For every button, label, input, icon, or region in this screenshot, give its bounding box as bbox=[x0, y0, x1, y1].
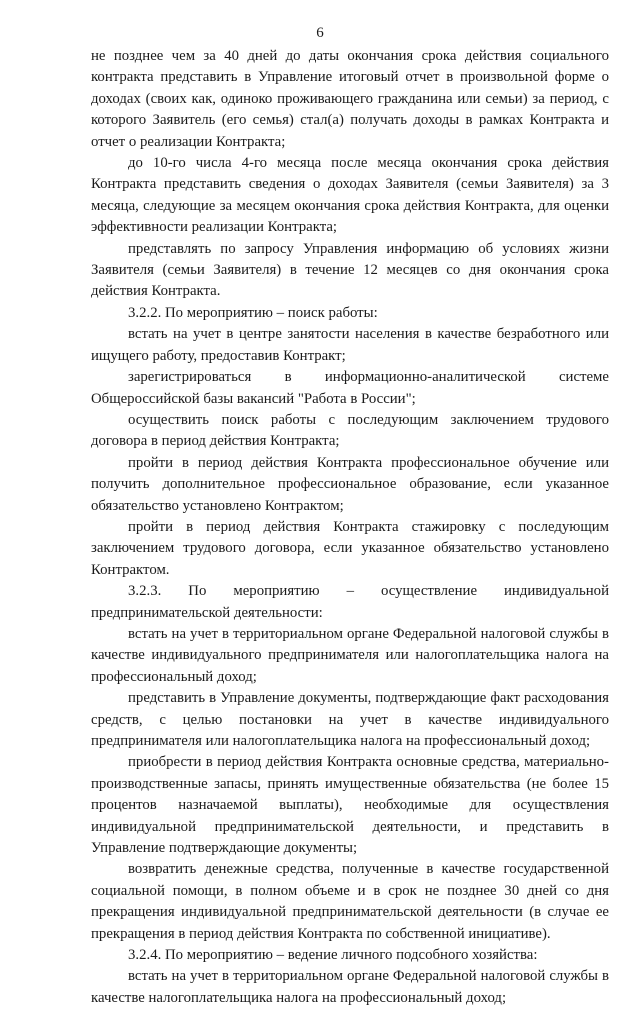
document-body bbox=[91, 46, 609, 1009]
paragraph: представить в Управление документы, подтверждающие факт расходования средств, с целью постановки на учет в качестве индивидуального предпринимателя или налогоплательщика налога на профессиональный доход; bbox=[91, 690, 609, 749]
paragraph: встать на учет в территориальном органе Федеральной налоговой службы в качестве индивидуального предпринимателя или налогоплательщика налога на профессиональный доход; bbox=[91, 625, 609, 685]
paragraph: до 10-го числа 4-го месяца после месяца окончания срока действия Контракта представить сведения о доходах Заявителя (семьи Заявителя) за 3 месяца, следующие за месяцем окончания срока действия Контракта, для оценки эффективности реализации Контракта; bbox=[91, 155, 609, 236]
paragraph: пройти в период действия Контракта стажировку с последующим заключением трудового договора, если указанное обязательство установлено Контрактом. bbox=[91, 518, 609, 578]
paragraph: возвратить денежные средства, полученные в качестве государственной социальной помощи, в полном объеме и в срок не позднее 30 дней со дня прекращения индивидуальной предпринимательской деятельности (в случае ее прекращения в период действия Контракта по собственной инициативе). bbox=[91, 861, 609, 942]
paragraph: встать на учет в центре занятости населения в качестве безработного или ищущего работу, предоставив Контракт; bbox=[91, 326, 609, 364]
paragraph: пройти в период действия Контракта профессиональное обучение или получить дополнительное профессиональное образование, если указанное обязательство установлено Контрактом; bbox=[91, 454, 609, 514]
section-heading: 3.2.2. По мероприятию – поиск работы: bbox=[128, 304, 378, 321]
paragraph: зарегистрироваться в информационно-аналитической системе Общероссийской базы вакансий "Работа в России"; bbox=[91, 369, 609, 407]
paragraph: осуществить поиск работы с последующим заключением трудового договора в период действия Контракта; bbox=[91, 411, 609, 450]
page-number: 6 bbox=[316, 25, 324, 41]
paragraph: представлять по запросу Управления информацию об условиях жизни Заявителя (семьи Заявителя) в течение 12 месяцев со дня окончания срока действия Контракта. bbox=[91, 240, 609, 300]
paragraph: встать на учет в территориальном органе Федеральной налоговой службы в качестве налогоплательщика налога на профессиональный доход; bbox=[91, 968, 609, 1006]
paragraph: приобрести в период действия Контракта основные средства, материально-производственные запасы, принять имущественные обязательства (не более 15 процентов назначаемой выплаты), необходимые для осуществления индивидуальной предпринимательской деятельности, и представить в Управление подтверждающие документы; bbox=[91, 754, 609, 857]
section-heading: 3.2.3. По мероприятию – осуществление индивидуальной предпринимательской деятельности: bbox=[91, 583, 609, 621]
paragraph: не позднее чем за 40 дней до даты окончания срока действия социального контракта представить в Управление итоговый отчет в произвольной форме о доходах (своих как, одиноко проживающего гражданина или семьи) за период, с которого Заявитель (его семья) стал(а) получать доходы в рамках Контракта и отчет о реализации Контракта; bbox=[91, 48, 609, 150]
section-heading: 3.2.4. По мероприятию – ведение личного подсобного хозяйства: bbox=[128, 947, 538, 964]
